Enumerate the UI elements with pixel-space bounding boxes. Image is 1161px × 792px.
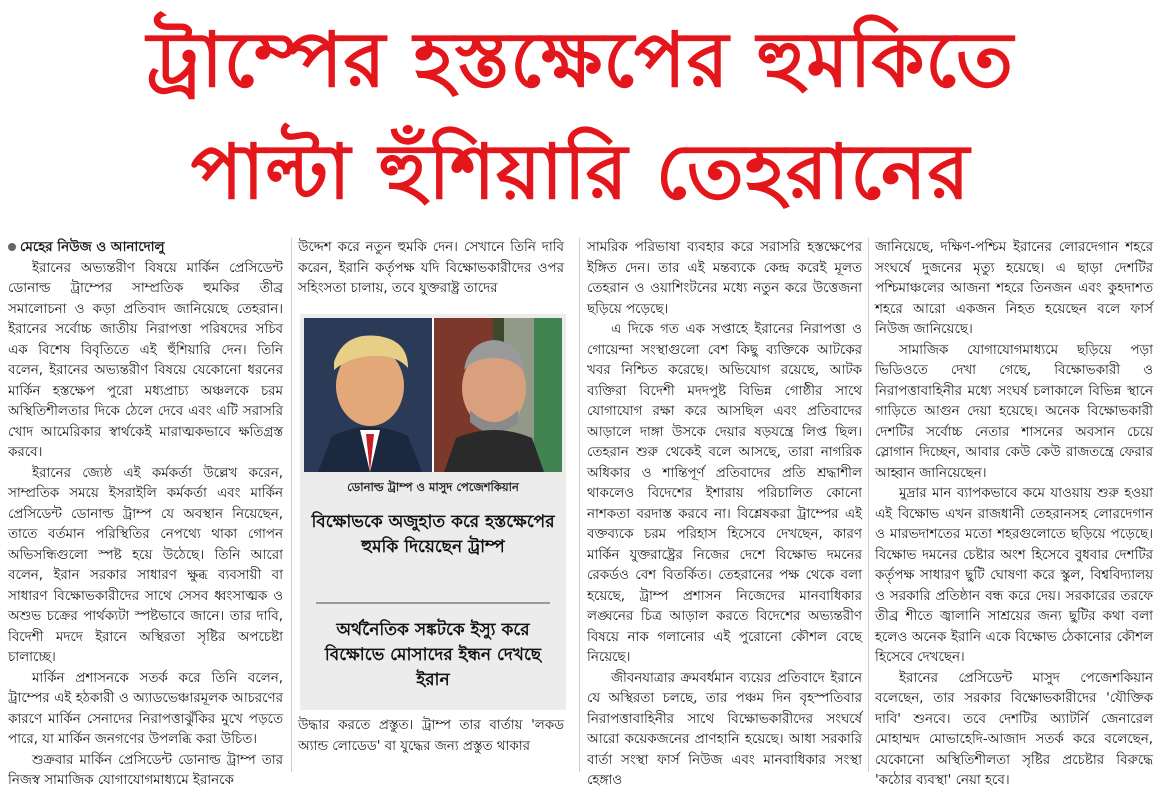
article-column-2-continued bbox=[298, 716, 564, 757]
paragraph: জানিয়েছে, দক্ষিণ-পশ্চিম ইরানের লোরদেগান শহরে সংঘর্ষে দুজনের মৃত্যু হয়েছে। এ ছাড়া দেশটির পশ্চিমাঞ্চলের আজনা শহরে তিনজন এবং কুহদাশত শহরে আরো একজন নিহত হয়েছেন বলে ফার্স নিউজ জানিয়েছে। bbox=[875, 240, 1153, 337]
article-column-3 bbox=[587, 238, 862, 792]
paragraph: জীবনযাত্রার ক্রমবর্ধমান ব্যয়ের প্রতিবাদে ইরানে যে অস্থিরতা চলছে, তার পঞ্চম দিন বৃহস্পতিবার নিরাপত্তাবাহিনীর সাথে বিক্ষোভকারীদের সংঘর্ষে আরো কয়েকজনের প্রাণহানি হয়েছে। আধা সরকারি বার্তা সংস্থা ফার্স নিউজ এবং মানবাধিকার সংস্থা হেঙ্গাও bbox=[587, 670, 862, 788]
bullet-icon bbox=[8, 243, 16, 251]
paragraph: মার্কিন প্রশাসনকে সতর্ক করে তিনি বলেন, ট্রাম্পের এই হঠকারী ও অ্যাডভেঞ্চারমূলক আচরণের কারণে মার্কিন সেনাদের নিরাপত্তাঝুঁকির মুখে পড়তে পারে, যা মার্কিন জনগণের উপলব্ধি করা উচিত। bbox=[8, 670, 283, 747]
pull-quote: অর্থনৈতিক সঙ্কটকে ইস্যু করে বিক্ষোভে মোসাদের ইন্ধন দেখছে ইরান bbox=[324, 620, 542, 690]
byline bbox=[8, 238, 283, 259]
photo-illustration bbox=[304, 318, 562, 472]
photo-caption: ডোনাল্ড ট্রাম্প ও মাসুদ পেজেশকিয়ান bbox=[347, 480, 519, 494]
article-column-2 bbox=[298, 238, 564, 300]
headline-line-1: ট্রাম্পের হস্তক্ষেপের হুমকিতে bbox=[146, 15, 1015, 104]
paragraph: সামরিক পরিভাষা ব্যবহার করে সরাসরি হস্তক্ষেপের ইঙ্গিত দেন। তার এই মন্তব্যকে কেন্দ্র করেই মূলত তেহরান ও ওয়াশিংটনের মধ্যে নতুন করে উত্তেজনা ছড়িয়ে পড়েছে। bbox=[587, 240, 862, 317]
paragraph: উদ্ধার করতে প্রস্তুত। ট্রাম্প তার বার্তায় 'লকড অ্যান্ড লোডেড' বা যুদ্ধের জন্য প্রস্তুত থাকার bbox=[298, 718, 564, 754]
article-column-4 bbox=[875, 238, 1153, 792]
paragraph: উদ্দেশ করে নতুন হুমকি দেন। সেখানে তিনি দাবি করেন, ইরানি কর্তৃপক্ষ যদি বিক্ষোভকারীদের ওপর সহিংসতা চালায়, তবে যুক্তরাষ্ট্র তাদের bbox=[298, 240, 564, 296]
article-column-1 bbox=[8, 238, 283, 792]
column-divider bbox=[579, 238, 580, 772]
pull-quote-divider bbox=[316, 602, 550, 604]
column-divider bbox=[868, 238, 869, 772]
column-divider bbox=[291, 238, 292, 772]
paragraph: ইরানের জ্যেষ্ঠ এই কর্মকর্তা উল্লেখ করেন, সাম্প্রতিক সময়ে ইসরাইলি কর্মকর্তা এবং মার্কিন প্রেসিডেন্ট ডোনাল্ড ট্রাম্প যে অবস্থান নিয়েছেন, তাতে বর্তমান পরিস্থিতির নেপথ্যে থাকা গোপন অভিসন্ধিগুলো স্পষ্ট হয়ে উঠেছে। তিনি আরো বলেন, ইরান সরকার সাধারণ ক্ষুব্ধ ব্যবসায়ী বা সাধারণ বিক্ষোভকারীদের সাথে সেসব ধ্বংসাত্মক ও অশুভ চক্রের পার্থক্যটা স্পষ্টভাবে জানে। তার দাবি, বিদেশী মদদে ইরানে অস্থিরতা সৃষ্টির অপচেষ্টা চালাচ্ছে। bbox=[8, 465, 283, 665]
paragraph: সামাজিক যোগাযোগমাধ্যমে ছড়িয়ে পড়া ভিডিওতে দেখা গেছে, বিক্ষোভকারী ও নিরাপত্তাবাহিনীর মধ্যে সংঘর্ষ চলাকালে বিভিন্ন স্থানে গাড়িতে আগুন দেয়া হয়েছে। অনেক বিক্ষোভকারী দেশটির সর্বোচ্চ নেতার শাসনের অবসান চেয়ে স্লোগান দিচ্ছেন, আবার কেউ কেউ রাজতন্ত্রে ফেরার আহ্বান জানিয়েছেন। bbox=[875, 342, 1153, 481]
paragraph: এ দিকে গত এক সপ্তাহে ইরানের নিরাপত্তা ও গোয়েন্দা সংস্থাগুলো বেশ কিছু ব্যক্তিকে আটকের খবর নিশ্চিত করেছে। অভিযোগ রয়েছে, আটক ব্যক্তিরা বিদেশী মদদপুষ্ট বিভিন্ন গোষ্ঠীর সাথে যোগাযোগ রক্ষা করে আসছিল এবং প্রতিবাদের আড়ালে দাঙ্গা উসকে দেয়ার ষড়যন্ত্রে লিপ্ত ছিল। তেহরান শুরু থেকেই বলে আসছে, তারা নাগরিক অধিকার ও শান্তিপূর্ণ প্রতিবাদের প্রতি শ্রদ্ধাশীল থাকলেও বিদেশের ইশারায় পরিচালিত কোনো নাশকতা বরদাস্ত করবে না। বিশ্লেষকরা ট্রাম্পের এই বক্তব্যকে চরম পরিহাস হিসেবে দেখছেন, কারণ মার্কিন যুক্তরাষ্ট্রের নিজের দেশে বিক্ষোভ দমনের রেকর্ডও বেশ বিতর্কিত। তেহরানের পক্ষ থেকে বলা হয়েছে, ট্রাম্প প্রশাসন নিজেদের মানবাধিকার লঙ্ঘনের চিত্র আড়াল করতে বিদেশের অভ্যন্তরীণ বিষয়ে নাক গলানোর এই পুরোনো কৌশল বেছে নিয়েছে। bbox=[587, 322, 862, 665]
paragraph: ইরানের অভ্যন্তরীণ বিষয়ে মার্কিন প্রেসিডেন্ট ডোনাল্ড ট্রাম্পের সাম্প্রতিক হুমকির তীব্র সমালোচনা ও কড়া প্রতিবাদ জানিয়েছে তেহরান। ইরানের সর্বোচ্চ জাতীয় নিরাপত্তা পরিষদের সচিব এক বিশেষ বিবৃতিতে এই হুঁশিয়ারি দেন। তিনি বলেন, ইরানের অভ্যন্তরীণ বিষয়ে যেকোনো ধরনের মার্কিন হস্তক্ষেপ পুরো মধ্যপ্রাচ্য অঞ্চলকে চরম অস্থিতিশীলতার দিকে ঠেলে দেবে এবং এটি সরাসরি খোদ আমেরিকার স্বার্থকেই মারাত্মকভাবে ক্ষতিগ্রস্ত করবে। bbox=[8, 260, 283, 460]
photo-trump-pezeshkian bbox=[304, 318, 562, 472]
paragraph: শুক্রবার মার্কিন প্রেসিডেন্ট ডোনাল্ড ট্রাম্প তার নিজস্ব সামাজিক যোগাযোগমাধ্যমে ইরানকে bbox=[8, 752, 283, 788]
pull-quote: বিক্ষোভকে অজুহাত করে হস্তক্ষেপের হুমকি দিয়েছেন ট্রাম্প bbox=[311, 512, 555, 557]
paragraph: মুদ্রার মান ব্যাপকভাবে কমে যাওয়ায় শুরু হওয়া এই বিক্ষোভ এখন রাজধানী তেহরানসহ লোরদেগান ও মারভদাশতের মতো শহরগুলোতে ছড়িয়ে পড়েছে। বিক্ষোভ দমনের চেষ্টার অংশ হিসেবে বুধবার দেশটির কর্তৃপক্ষ সাধারণ ছুটি ঘোষণা করে স্কুল, বিশ্ববিদ্যালয় ও সরকারি প্রতিষ্ঠান বন্ধ করে দেয়। সরকারের তরফে তীব্র শীতে জ্বালানি সাশ্রয়ের জন্য ছুটির কথা বলা হলেও অনেক ইরানি একে বিক্ষোভ ঠেকানোর কৌশল হিসেবে দেখছেন। bbox=[875, 486, 1153, 665]
headline-line-2: পাল্টা হুঁশিয়ারি তেহরানের bbox=[190, 127, 971, 216]
paragraph: ইরানের প্রেসিডেন্ট মাসুদ পেজেশকিয়ান বলেছেন, তার সরকার বিক্ষোভকারীদের 'যৌক্তিক দাবি' শুনবে। তবে দেশটির অ্যাটর্নি জেনারেল মোহাম্মদ মোভাহেদি-আজাদ সতর্ক করে বলেছেন, যেকোনো অস্থিতিশীলতা সৃষ্টির প্রচেষ্টার বিরুদ্ধে 'কঠোর ব্যবস্থা' নেয়া হবে। bbox=[875, 670, 1153, 788]
byline-text: মেহের নিউজ ও আনাদোলু bbox=[20, 240, 165, 255]
